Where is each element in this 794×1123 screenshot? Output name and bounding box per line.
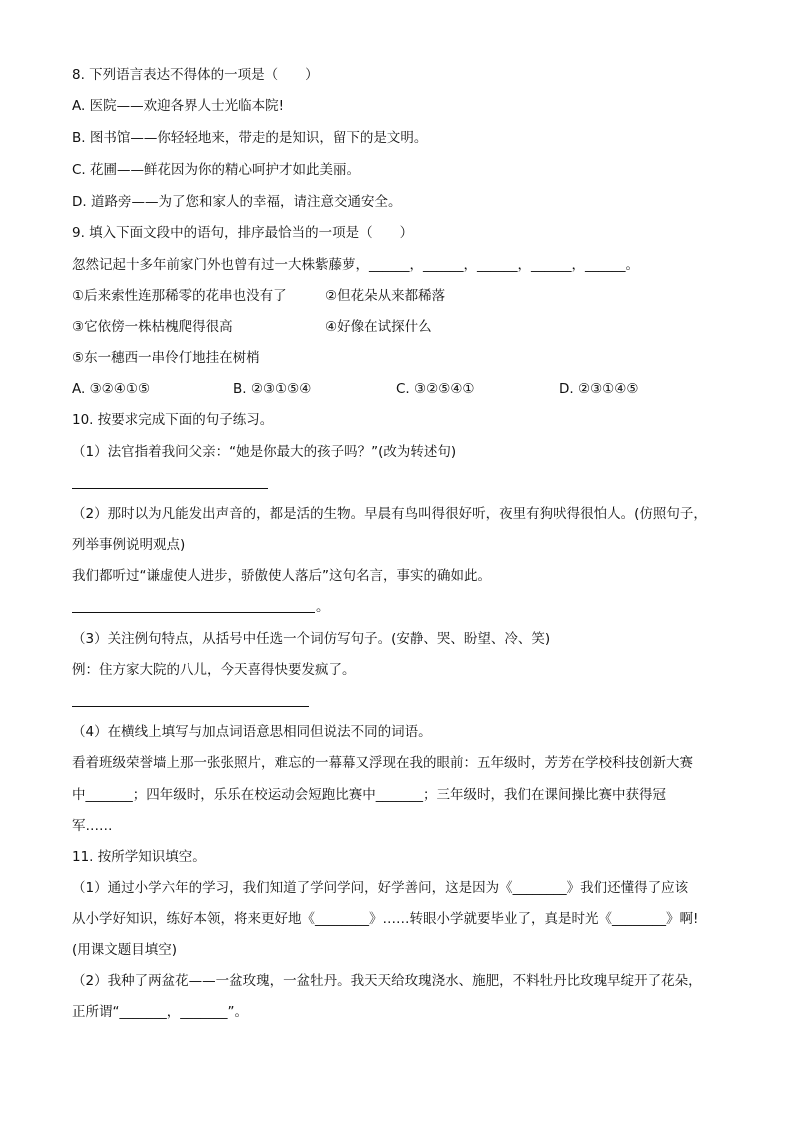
q9-sentence-2: ②但花朵从来都稀落 bbox=[325, 288, 446, 304]
q9-sentence-4: ④好像在试探什么 bbox=[325, 319, 432, 335]
q10-stem: 10. 按要求完成下面的句子练习。 bbox=[72, 412, 274, 428]
q10-part2-period: 。 bbox=[316, 599, 330, 615]
q11-part1-line3: (用课文题目填空) bbox=[72, 942, 178, 958]
q10-part3-answer-line[interactable] bbox=[72, 706, 309, 707]
q9-sentence-5: ⑤东一穗西一串伶仃地挂在树梢 bbox=[72, 350, 260, 366]
q10-part1-answer-line[interactable] bbox=[72, 488, 268, 489]
q10-part2-line3: 我们都听过“谦虚使人进步，骄傲使人落后”这句名言，事实的确如此。 bbox=[72, 568, 491, 584]
q9-stem: 9. 填入下面文段中的语句，排序最恰当的一项是（ ） bbox=[72, 225, 414, 241]
q10-part3: （3）关注例句特点，从括号中任选一个词仿写句子。(安静、哭、盼望、冷、笑) bbox=[72, 631, 551, 647]
q10-part1: （1）法官指着我问父亲：“她是你最大的孩子吗？”(改为转述句) bbox=[72, 444, 457, 460]
q8-option-c: C. 花圃——鲜花因为你的精心呵护才如此美丽。 bbox=[72, 162, 361, 178]
q10-part2-line2: 列举事例说明观点) bbox=[72, 537, 186, 553]
q9-choice-c: C. ③②⑤④① bbox=[396, 381, 475, 397]
q10-part4: （4）在横线上填写与加点词语意思相同但说法不同的词语。 bbox=[72, 724, 432, 740]
q8-option-b: B. 图书馆——你轻轻地来，带走的是知识，留下的是文明。 bbox=[72, 130, 428, 146]
q10-part2-line1: （2）那时以为凡能发出声音的，都是活的生物。早晨有鸟叫得很好听，夜里有狗吠得很怕人。(仿照句子， bbox=[72, 506, 707, 522]
q9-choice-a: A. ③②④①⑤ bbox=[72, 381, 151, 397]
q9-sentence-1: ①后来索性连那稀零的花串也没有了 bbox=[72, 288, 287, 304]
q9-sentence-3: ③它依傍一株枯槐爬得很高 bbox=[72, 319, 233, 335]
q9-passage: 忽然记起十多年前家门外也曾有过一大株紫藤萝，______，______，______，______，______。 bbox=[72, 257, 639, 273]
q10-part4-line2: 中_______；四年级时，乐乐在校运动会短跑比赛中_______；三年级时，我们在课间操比赛中获得冠 bbox=[72, 787, 666, 803]
q11-part2-line2: 正所谓“_______，_______”。 bbox=[72, 1004, 248, 1020]
q8-stem: 8. 下列语言表达不得体的一项是（ ） bbox=[72, 67, 319, 83]
q10-part4-line3: 军…… bbox=[72, 818, 113, 834]
q11-stem: 11. 按所学知识填空。 bbox=[72, 849, 206, 865]
q10-part2-answer-line[interactable] bbox=[72, 612, 315, 613]
q11-part1-line1: （1）通过小学六年的学习，我们知道了学问学问，好学善问，这是因为《________》我们还懂得了应该 bbox=[72, 880, 689, 896]
q11-part2-line1: （2）我种了两盆花——一盆玫瑰，一盆牡丹。我天天给玫瑰浇水、施肥，不料牡丹比玫瑰早绽开了花朵， bbox=[72, 973, 702, 989]
q10-part4-line1: 看着班级荣誉墙上那一张张照片，难忘的一幕幕又浮现在我的眼前：五年级时，芳芳在学校科技创新大赛 bbox=[72, 755, 693, 771]
q8-option-d: D. 道路旁——为了您和家人的幸福，请注意交通安全。 bbox=[72, 194, 402, 210]
q9-choice-b: B. ②③①⑤④ bbox=[233, 381, 312, 397]
q8-option-a: A. 医院——欢迎各界人士光临本院! bbox=[72, 98, 284, 114]
q11-part1-line2: 从小学好知识，练好本领，将来更好地《________》……转眼小学就要毕业了，真是时光《________》啊! bbox=[72, 911, 699, 927]
q10-part3-example: 例：住方家大院的八儿，今天喜得快要发疯了。 bbox=[72, 662, 356, 678]
q9-choice-d: D. ②③①④⑤ bbox=[559, 381, 639, 397]
